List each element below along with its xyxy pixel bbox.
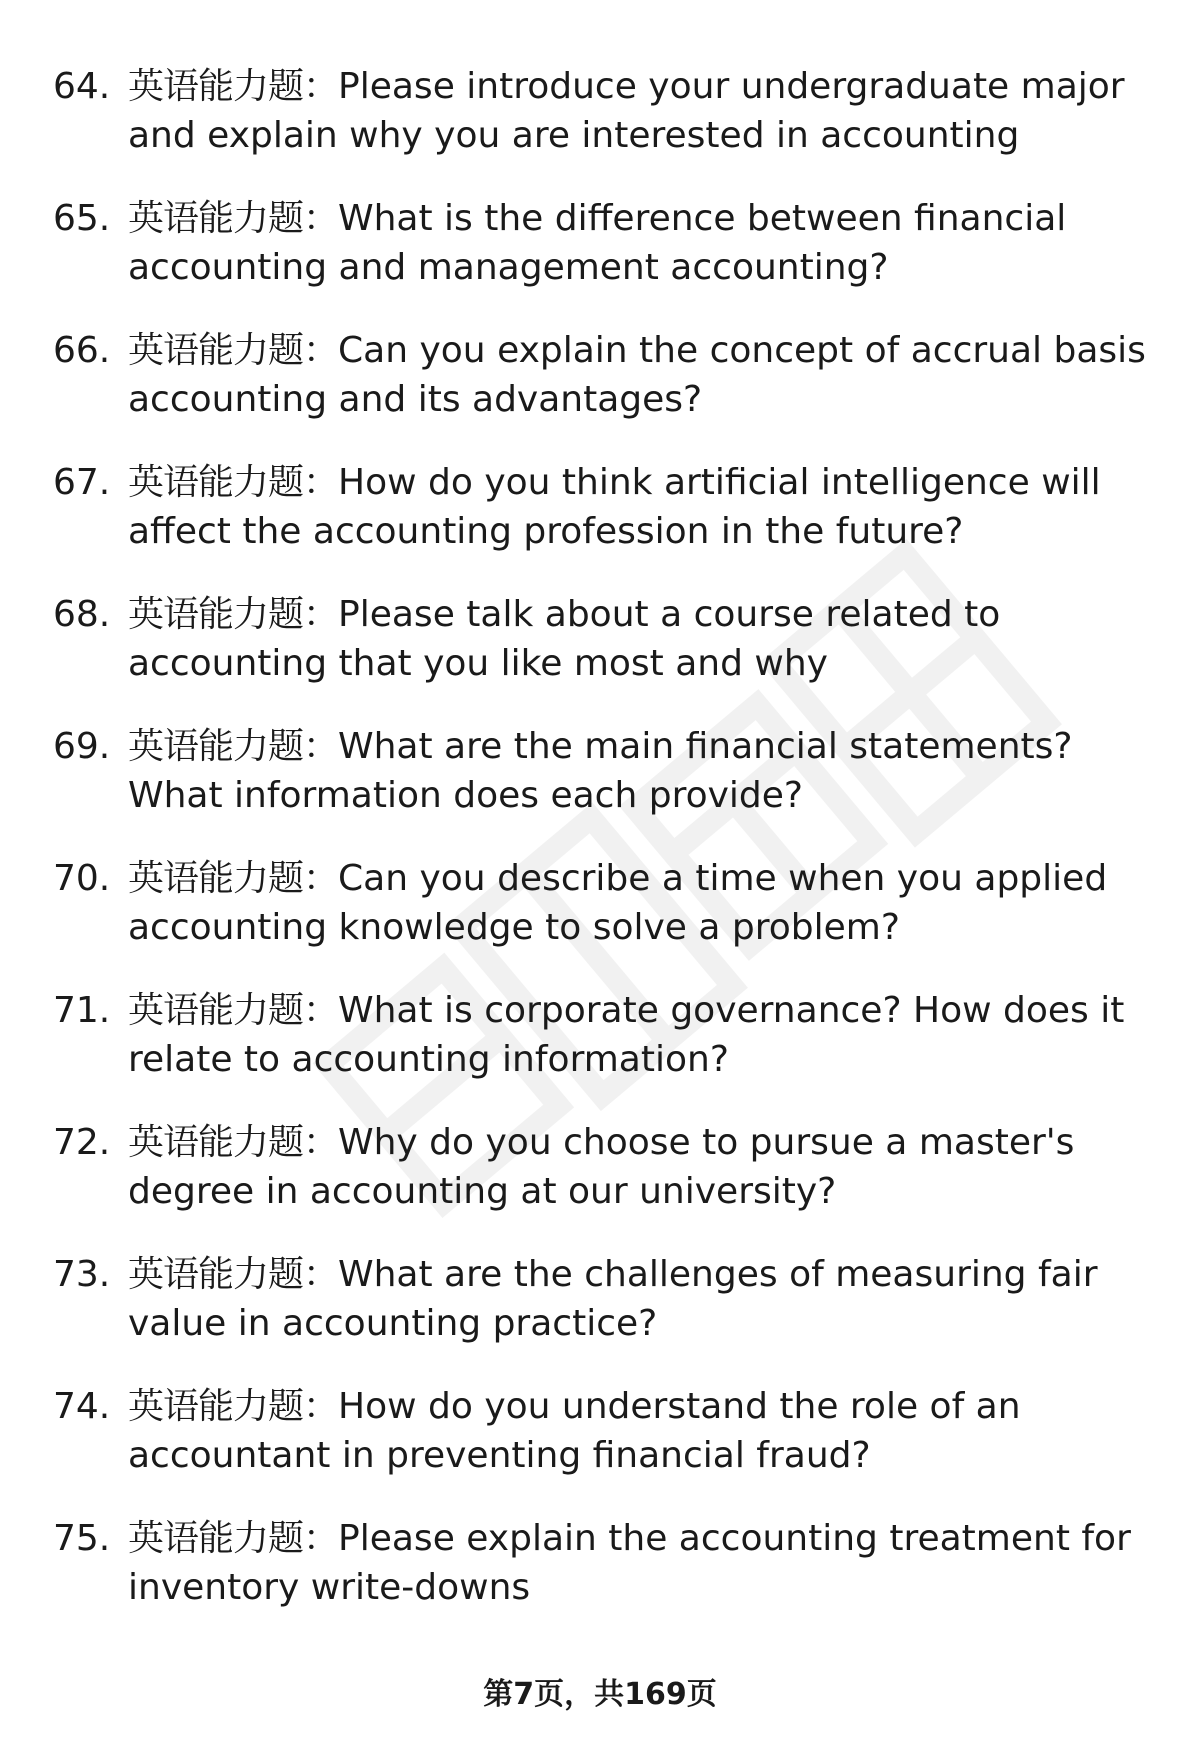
question-label: 英语能力题： (128, 66, 339, 107)
list-item (53, 854, 1163, 986)
question-body: Please explain the accounting treatment for inventory write-downs (128, 1518, 1131, 1608)
question-text (128, 854, 1153, 952)
question-list (53, 62, 1163, 1646)
question-text (128, 1118, 1153, 1216)
question-number: 65. (53, 198, 111, 239)
question-number: 64. (53, 66, 111, 107)
question-body: What are the main financial statements? What information does each provide? (128, 726, 1073, 816)
question-text (128, 194, 1153, 292)
question-body: How do you understand the role of an accountant in preventing financial fraud? (128, 1386, 1021, 1476)
question-text (128, 62, 1153, 160)
question-label: 英语能力题： (128, 1518, 339, 1559)
question-number: 66. (53, 330, 111, 371)
list-item (53, 194, 1163, 326)
question-body: Can you explain the concept of accrual basis accounting and its advantages? (128, 330, 1146, 420)
question-label: 英语能力题： (128, 1386, 339, 1427)
question-body: Can you describe a time when you applied accounting knowledge to solve a problem? (128, 858, 1108, 948)
question-body: What are the challenges of measuring fair value in accounting practice? (128, 1254, 1098, 1344)
question-label: 英语能力题： (128, 462, 339, 503)
question-text (128, 1382, 1153, 1480)
question-number: 74. (53, 1386, 111, 1427)
list-item (53, 986, 1163, 1118)
question-number: 68. (53, 594, 111, 635)
list-item (53, 458, 1163, 590)
question-label: 英语能力题： (128, 594, 339, 635)
list-item (53, 1250, 1163, 1382)
question-body: Why do you choose to pursue a master's degree in accounting at our university? (128, 1122, 1075, 1212)
list-item (53, 1382, 1163, 1514)
question-body: How do you think artificial intelligence will affect the accounting profession in the future? (128, 462, 1101, 552)
question-body: What is the difference between financial accounting and management accounting? (128, 198, 1067, 288)
question-number: 70. (53, 858, 111, 899)
question-text (128, 590, 1153, 688)
list-item (53, 62, 1163, 194)
list-item (53, 326, 1163, 458)
question-text (128, 1514, 1153, 1612)
question-number: 71. (53, 990, 111, 1031)
list-item (53, 1514, 1163, 1646)
question-text (128, 326, 1153, 424)
question-label: 英语能力题： (128, 198, 339, 239)
question-body: Please talk about a course related to accounting that you like most and why (128, 594, 1001, 684)
question-body: Please introduce your undergraduate major and explain why you are interested in accounting (128, 66, 1125, 156)
question-label: 英语能力题： (128, 330, 339, 371)
question-text (128, 1250, 1153, 1348)
page-indicator: 第7页，共169页 (483, 1677, 717, 1712)
question-body: What is corporate governance? How does it relate to accounting information? (128, 990, 1125, 1080)
question-label: 英语能力题： (128, 990, 339, 1031)
question-text (128, 986, 1153, 1084)
list-item (53, 590, 1163, 722)
list-item (53, 1118, 1163, 1250)
question-number: 72. (53, 1122, 111, 1163)
question-label: 英语能力题： (128, 726, 339, 767)
question-label: 英语能力题： (128, 858, 339, 899)
question-label: 英语能力题： (128, 1254, 339, 1295)
question-text (128, 458, 1153, 556)
question-number: 73. (53, 1254, 111, 1295)
list-item (53, 722, 1163, 854)
question-number: 75. (53, 1518, 111, 1559)
question-number: 69. (53, 726, 111, 767)
question-label: 英语能力题： (128, 1122, 339, 1163)
question-text (128, 722, 1153, 820)
question-number: 67. (53, 462, 111, 503)
